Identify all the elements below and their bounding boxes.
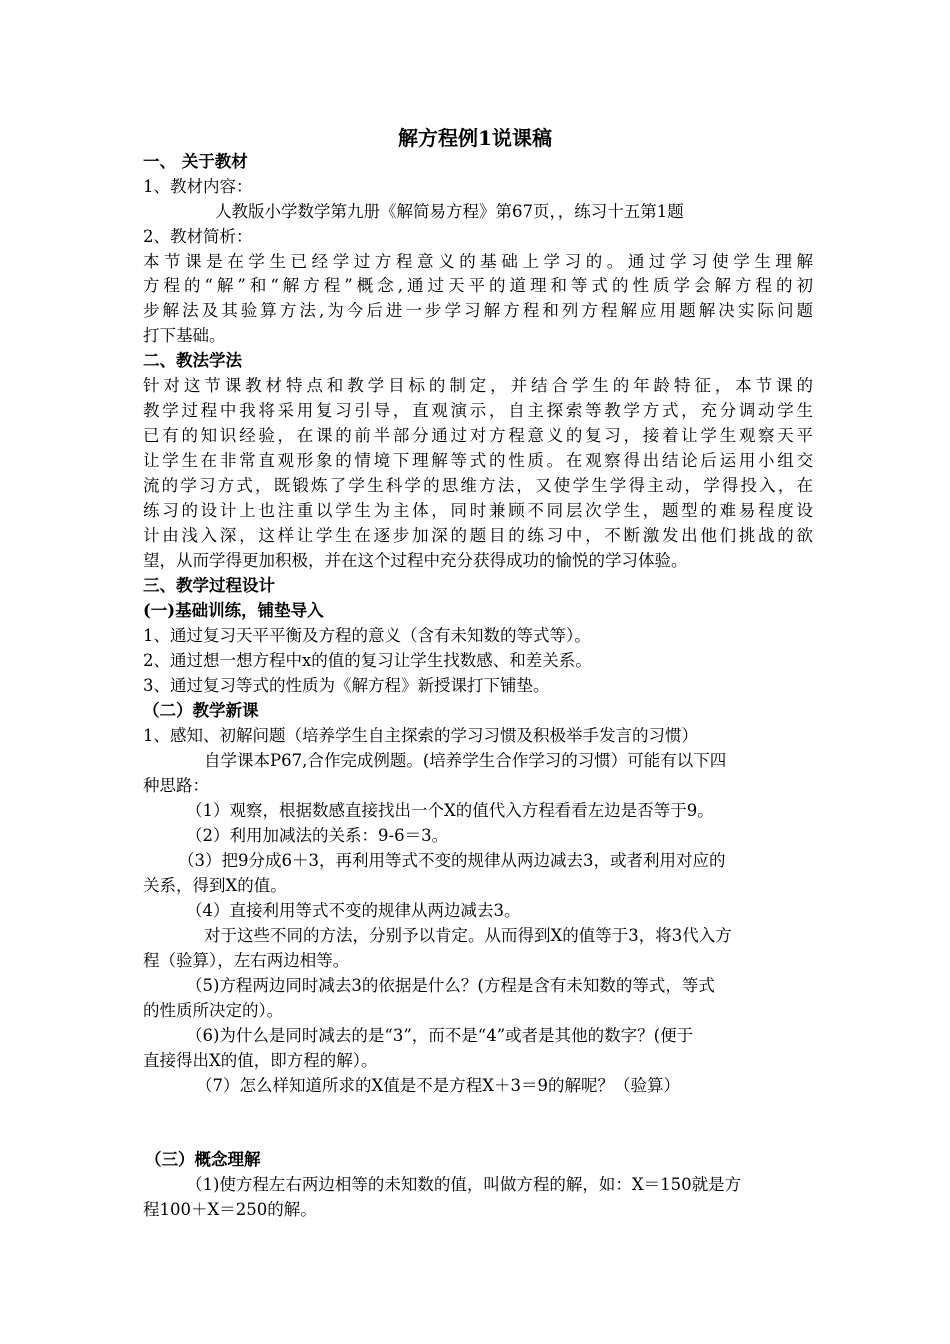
paragraph-line: 步解法及其验算方法,为今后进一步学习解方程和列方程解应用题解决实际问题 xyxy=(143,301,813,320)
paragraph-line: 种思路： xyxy=(143,776,209,795)
list-item: 1、感知、初解问题（培养学生自主探索的学习习惯及积极举手发言的习惯） xyxy=(143,726,698,745)
question-line: 直接得出X的值，即方程的解）。 xyxy=(143,1051,378,1070)
paragraph-line: 针对这节课教材特点和教学目标的制定，并结合学生的年龄特征，本节课的 xyxy=(143,376,813,395)
paragraph-line: 已有的知识经验，在课的前半部分通过对方程意义的复习，接着让学生观察天平 xyxy=(143,426,813,445)
subsection-heading-basic-training: (一)基础训练，铺垫导入 xyxy=(143,601,324,620)
section-heading-methods: 二、教法学法 xyxy=(143,351,242,370)
section-heading-textbook: 一、 关于教材 xyxy=(143,152,248,171)
list-item: 3、通过复习等式的性质为《解方程》新授课打下铺垫。 xyxy=(143,676,550,695)
paragraph-line: （1)使方程左右两边相等的未知数的值，叫做方程的解，如：X＝150就是方 xyxy=(186,1175,742,1194)
question-line: 的性质所决定的）。 xyxy=(143,1001,284,1020)
paragraph-line: 程（验算），左右两边相等。 xyxy=(143,951,350,970)
paragraph-line: 自学课本P67,合作完成例题。(培养学生合作学习的习惯）可能有以下四 xyxy=(204,751,727,770)
paragraph-line: 望，从而学得更加积极，并在这个过程中充分获得成功的愉悦的学习体验。 xyxy=(143,551,688,570)
idea-item: （3）把9分成6＋3，再利用等式不变的规律从两边减去3，或者利用对应的 xyxy=(178,851,726,870)
question-line: （5)方程两边同时减去3的依据是什么？(方程是含有未知数的等式，等式 xyxy=(186,976,715,995)
question-line: （6)为什么是同时减去的是“3”，而不是“4”或者是其他的数字？(便于 xyxy=(186,1026,694,1045)
paragraph-line: 让学生在非常直观形象的情境下理解等式的性质。在观察得出结论后运用小组交 xyxy=(143,451,813,470)
paragraph-line: 教学过程中我将采用复习引导，直观演示，自主探索等教学方式，充分调动学生 xyxy=(143,401,813,420)
item-text-content: 人教版小学数学第九册《解简易方程》第67页，，练习十五第1题 xyxy=(215,202,684,221)
paragraph-line: 练习的设计上也注重以学生为主体，同时兼顾不同层次学生，题型的难易程度设 xyxy=(143,501,813,520)
item-label-content: 1、教材内容： xyxy=(143,177,253,196)
subsection-heading-concept: （三）概念理解 xyxy=(145,1150,261,1169)
list-item: 2、通过想一想方程中x的值的复习让学生找数感、和差关系。 xyxy=(143,651,592,670)
paragraph-line: 程100＋X＝250的解。 xyxy=(143,1200,317,1219)
idea-item: （1）观察，根据数感直接找出一个X的值代入方程看看左边是否等于9。 xyxy=(186,801,714,820)
section-heading-process: 三、教学过程设计 xyxy=(143,576,275,595)
paragraph-line: 本节课是在学生已经学过方程意义的基础上学习的。通过学习使学生理解 xyxy=(143,252,813,271)
list-item: 1、通过复习天平平衡及方程的意义（含有未知数的等式等）。 xyxy=(143,626,591,645)
paragraph-line: 计由浅入深，这样让学生在逐步加深的题目的练习中，不断激发出他们挑战的欲 xyxy=(143,526,813,545)
idea-item: （4）直接利用等式不变的规律从两边减去3。 xyxy=(186,901,521,920)
subsection-heading-new-lesson: （二）教学新课 xyxy=(143,701,259,720)
paragraph-line: 方程的“解”和“解方程”概念,通过天平的道理和等式的性质学会解方程的初 xyxy=(143,276,813,295)
document-title: 解方程例1说课稿 xyxy=(398,126,552,150)
item-label-analysis: 2、教材简析： xyxy=(143,227,253,246)
question-line: （7）怎么样知道所求的X值是不是方程X＋3＝9的解呢？（验算） xyxy=(196,1076,680,1095)
paragraph-line: 对于这些不同的方法，分别予以肯定。从而得到X的值等于3，将3代入方 xyxy=(204,926,732,945)
idea-item: （2）利用加减法的关系：9-6＝3。 xyxy=(186,826,449,845)
paragraph-line: 流的学习方式，既锻炼了学生科学的思维方法，又使学生学得主动，学得投入，在 xyxy=(143,476,813,495)
paragraph-line: 打下基础。 xyxy=(143,326,226,345)
idea-item: 关系，得到X的值。 xyxy=(143,876,287,895)
